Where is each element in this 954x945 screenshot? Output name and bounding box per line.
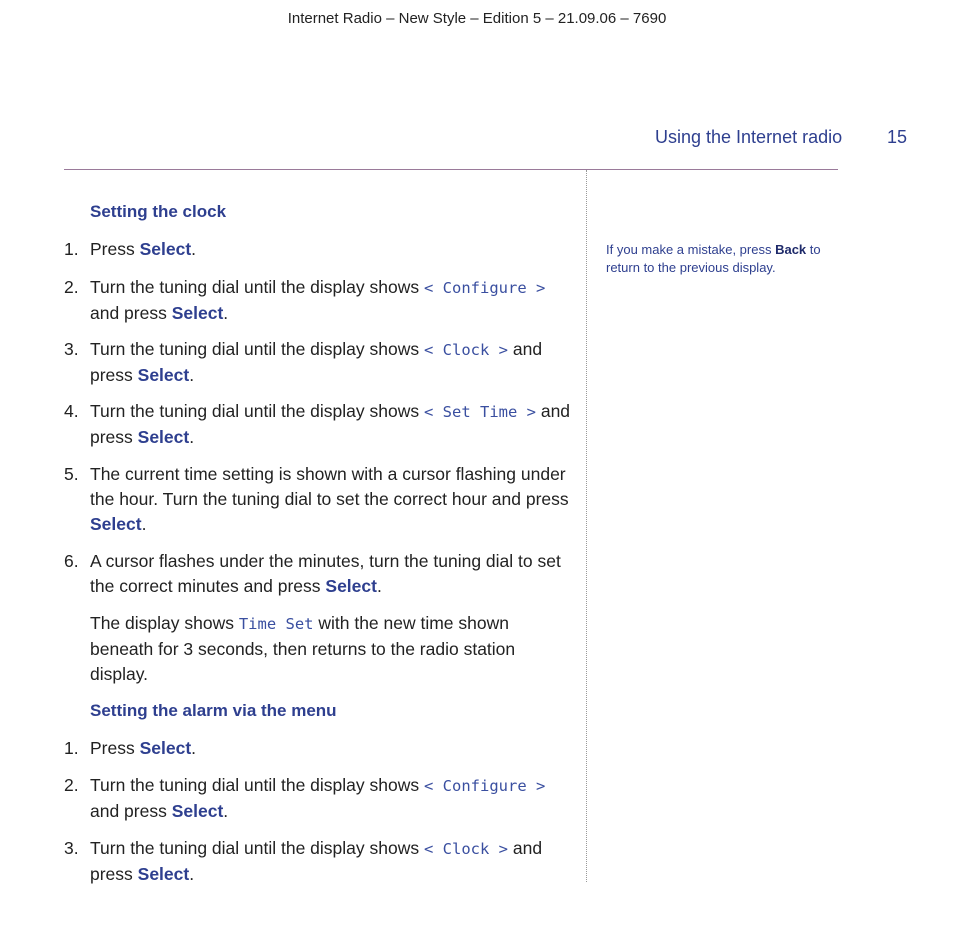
section-title: Using the Internet radio bbox=[655, 127, 843, 147]
select-keyword: Select bbox=[90, 514, 142, 534]
para-text: with the new time shown beneath for 3 seconds, then returns to the radio station display. bbox=[90, 613, 516, 684]
alarm-step-3 bbox=[64, 836, 574, 887]
step-text: and press bbox=[90, 401, 571, 447]
clock-step-2 bbox=[64, 275, 574, 326]
step-text: The current time setting is shown with a cursor flashing under the hour. Turn the tuning dial to set the correct hour and press bbox=[90, 464, 569, 509]
select-keyword: Select bbox=[137, 427, 190, 447]
step-number: 3. bbox=[64, 339, 79, 359]
step-number: 5. bbox=[64, 464, 79, 484]
step-text: Turn the tuning dial until the display shows bbox=[90, 277, 424, 297]
step-text: and press bbox=[90, 339, 543, 385]
step-number: 2. bbox=[64, 775, 79, 795]
step-number: 6. bbox=[64, 551, 79, 571]
step-text: . bbox=[223, 801, 229, 821]
step-text: . bbox=[191, 738, 197, 758]
clock-step-4 bbox=[64, 399, 574, 450]
note-text: If you make a mistake, press bbox=[606, 242, 776, 257]
display-text: < Configure > bbox=[424, 279, 546, 297]
note-text: to return to the previous display. bbox=[606, 242, 821, 275]
page-number: 15 bbox=[887, 127, 908, 147]
step-text: A cursor flashes under the minutes, turn the tuning dial to set the correct minutes and press bbox=[90, 551, 561, 596]
display-text: < Configure > bbox=[424, 777, 546, 795]
clock-step-1 bbox=[64, 237, 574, 262]
select-keyword: Select bbox=[137, 864, 190, 884]
step-number: 3. bbox=[64, 838, 79, 858]
step-number: 2. bbox=[64, 277, 79, 297]
running-header: Internet Radio – New Style – Edition 5 – 21.09.06 – 7690 bbox=[287, 10, 667, 27]
step-text: . bbox=[376, 576, 382, 596]
alarm-heading: Setting the alarm via the menu bbox=[90, 701, 337, 720]
clock-step-6 bbox=[64, 549, 574, 599]
clock-step-5 bbox=[64, 462, 574, 537]
step-text: . bbox=[189, 864, 195, 884]
step-text: Turn the tuning dial until the display shows bbox=[90, 775, 424, 795]
alarm-step-1 bbox=[64, 736, 574, 761]
alarm-step-2 bbox=[64, 773, 574, 824]
step-number: 1. bbox=[64, 738, 79, 758]
select-keyword: Select bbox=[139, 738, 192, 758]
step-text: . bbox=[189, 427, 195, 447]
step-text: and press bbox=[90, 838, 543, 884]
back-keyword: Back bbox=[775, 242, 807, 257]
step-text: . bbox=[141, 514, 147, 534]
clock-step-3 bbox=[64, 337, 574, 388]
step-number: 1. bbox=[64, 239, 79, 259]
display-text: Time Set bbox=[238, 615, 314, 633]
step-number: 4. bbox=[64, 401, 79, 421]
step-text: Turn the tuning dial until the display shows bbox=[90, 401, 424, 421]
select-keyword: Select bbox=[325, 576, 377, 596]
step-text: Press bbox=[90, 239, 140, 259]
select-keyword: Select bbox=[137, 365, 190, 385]
step-text: Press bbox=[90, 738, 140, 758]
select-keyword: Select bbox=[171, 801, 224, 821]
column-divider bbox=[586, 170, 587, 882]
step-text: Turn the tuning dial until the display shows bbox=[90, 339, 424, 359]
step-text: . bbox=[223, 303, 229, 323]
side-note bbox=[606, 241, 841, 277]
step-text: Turn the tuning dial until the display shows bbox=[90, 838, 424, 858]
display-text: < Clock > bbox=[424, 840, 508, 858]
step-text: . bbox=[191, 239, 197, 259]
step-text: and press bbox=[90, 303, 172, 323]
header-rule bbox=[64, 169, 838, 170]
clock-heading: Setting the clock bbox=[90, 202, 227, 221]
step-text: and press bbox=[90, 801, 172, 821]
para-text: The display shows bbox=[90, 613, 239, 633]
clock-result-paragraph bbox=[90, 611, 574, 687]
select-keyword: Select bbox=[171, 303, 224, 323]
display-text: < Clock > bbox=[424, 341, 508, 359]
step-text: . bbox=[189, 365, 195, 385]
select-keyword: Select bbox=[139, 239, 192, 259]
display-text: < Set Time > bbox=[424, 403, 536, 421]
